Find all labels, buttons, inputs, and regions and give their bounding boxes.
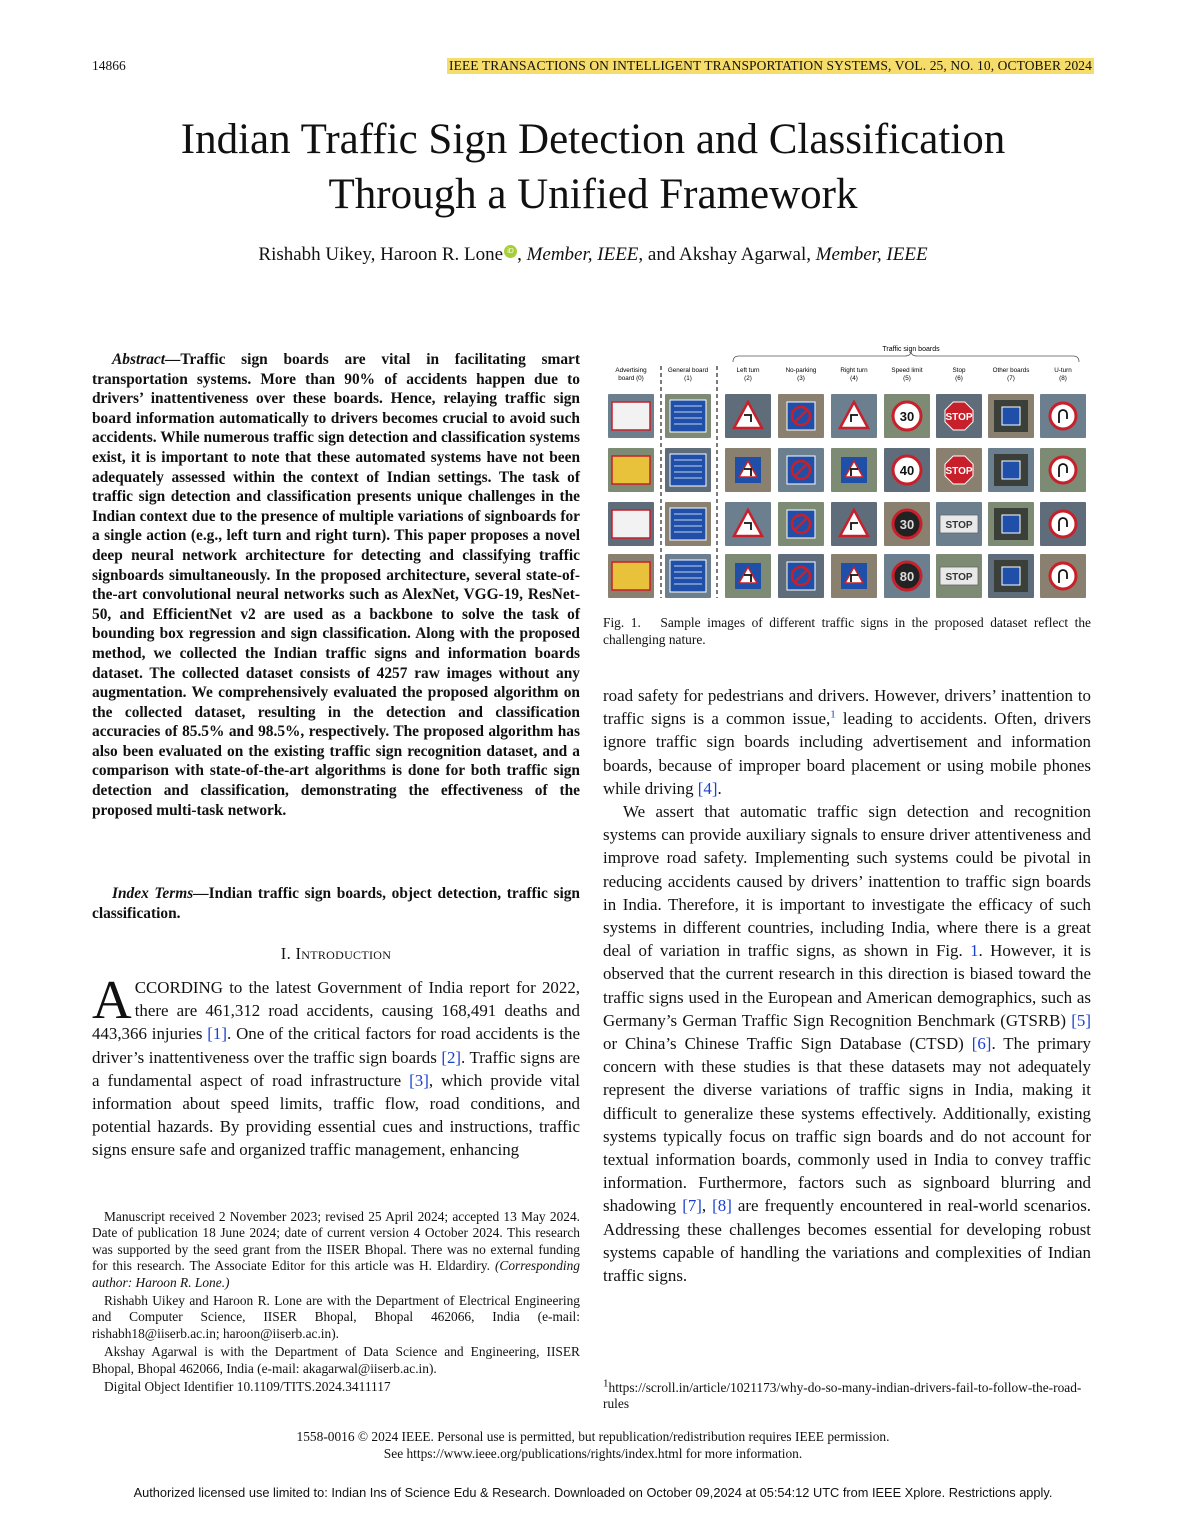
index-terms-label: Index Terms— [112,885,209,902]
sample-thumbnail [884,448,930,492]
column-header-index: (7) [1007,375,1015,382]
paragraph-text: leading to accidents. Often, drivers ignore traffic sign boards including advertisement and information boards, because of improper board placement or using mobile phones while driving [603,709,1091,798]
doi-note: Digital Object Identifier 10.1109/TITS.2024.3411117 [104,1379,391,1395]
corresponding-author: (Corresponding author: Haroon R. Lone.) [92,1258,580,1290]
figure-label: Fig. 1. [603,615,641,630]
column-header-name: Left turn [736,367,760,374]
stop-sign-text: STOP [945,412,973,423]
intro-text: . Traffic signs are a fundamental aspect of road infrastructure [92,1047,580,1090]
copyright-line-1: 1558-0016 © 2024 IEEE. Personal use is permitted, but republication/redistribution requires IEEE permission. [296,1429,890,1444]
column-header-index: (1) [684,375,692,382]
column-header-name: Other boards [992,367,1030,374]
authors-part-1: Rishabh Uikey, Haroon R. Lone [258,244,504,265]
drop-cap: A [92,969,132,1030]
sample-thumbnail [988,394,1034,438]
author-list [60,244,1126,266]
authors-part-2: , [517,244,527,265]
copyright-line-2: See https://www.ieee.org/publications/rights/index.html for more information. [383,1445,803,1461]
intro-text: CCORDING to the latest Government of India report for 2022, there are 461,312 road accidents, causing 168,491 deaths and 443,366 injuries [92,978,580,1044]
abstract-text: Traffic sign boards are vital in facilitating smart transportation systems. More than 90% of accidents happen due to drivers’ inattentiveness over these boards. Hence, relaying traffic sign board information automatically to drivers becomes crucial to avoid such accidents. While numerous traffic sign detection and classification systems exist, it is important to note that these automated systems have not been adequately assessed within the context of Indian settings. The task of traffic sign detection and classification presents unique challenges in the Indian context due to the presence of multiple variations of signboards for a single action (e.g., left turn and right turn). This paper proposes a novel deep neural network architecture for detecting and classifying traffic signboards simultaneously. In the proposed architecture, several state-of-the-art convolutional neural networks such as AlexNet, VGG-19, ResNet-50, and EfficientNet v2 are used as a backbone to solve the task of bounding box regression and sign classification. Along with the proposed method, we collected the Indian traffic signs and information boards dataset. The collected dataset consists of 4257 raw images without any augmentation. We comprehensively evaluated the proposed algorithm on the collected dataset, resulting in the detection and classification accuracies of 85.5% and 98.5%, respectively. The proposed algorithm has also been evaluated on the existing traffic sign recognition dataset, and a comparison with state-of-the-art algorithms is done for both traffic sign detection and classification, demonstrating the effectiveness of the proposed multi-task network. [92,351,580,819]
right-column-body [603,684,1091,1287]
footnote-url[interactable]: https://scroll.in/article/1021173/why-do-so-many-indian-drivers-fail-to-follow-the-road-rules [603,1380,1082,1412]
sample-thumbnail [884,554,930,598]
footnote-mark: 1 [603,1377,609,1390]
index-terms-text: Indian traffic sign boards, object detection, traffic sign classification. [92,885,580,922]
affiliation-note: Rishabh Uikey and Haroon R. Lone are with the Department of Electrical Engineering and Computer Science, IISER Bhopal, Bhopal 462066, India (e-mail: rishabh18@iiserb.ac.in; haroon@iiserb.ac.in). [92,1293,580,1341]
paragraph-text: . [717,778,722,798]
column-header-index: (2) [744,375,752,382]
page-number: 14866 [92,58,126,73]
sample-thumbnail [725,554,771,598]
paragraph-text: or China’s Chinese Traffic Sign Database (CTSD) [603,1034,972,1054]
column-header-name: General board [667,367,709,374]
paragraph [603,800,1091,1287]
citation-link[interactable]: [3] [409,1070,429,1090]
paragraph-text: road safety for pedestrians and drivers. However, drivers’ inattention to traffic signs is a common issue, [603,686,1091,729]
sample-thumbnail [665,554,711,598]
sample-thumbnail [936,394,982,438]
sample-thumbnail [831,554,877,598]
paragraph-text: We assert that automatic traffic sign detection and recognition systems can provide auxiliary signals to ensure driver attentiveness and improve road safety. Implementing such systems could be pivotal in reducing accidents caused by drivers’ inattention to traffic sign boards in India. Therefore, it is important to investigate the efficacy of such systems in different countries, including India, where there is a great deal of variation in traffic signs, as shown in Fig. [603,802,1091,961]
sample-thumbnail [665,394,711,438]
column-header-name: No-parking [785,367,817,374]
sample-thumbnail [665,448,711,492]
copyright-notice [60,1429,1126,1462]
abstract-label: Abstract— [112,351,181,368]
column-header-name: Stop [952,367,966,374]
citation-link[interactable]: [5] [1071,1010,1091,1030]
title-line-2: Through a Unified Framework [328,171,858,218]
manuscript-note [92,1209,580,1291]
author-membership-2: Member, IEEE [815,244,928,265]
paper-title [60,112,1126,222]
first-page-footnotes [92,1209,580,1397]
figure-group-label: Traffic sign boards [882,346,940,353]
intro-text: , which provide vital information about speed limits, traffic flow, road conditions, and potential hazards. By providing essential cues and instructions, traffic signs ensure safe and organized traffic management, enhancing [92,1070,580,1160]
sample-thumbnail [778,502,824,546]
sample-thumbnail [936,448,982,492]
sample-thumbnail [778,394,824,438]
section-number: I. [280,944,296,963]
paragraph-text: . However, it is observed that the current research in this direction is biased toward the traffic signs used in the European and American demographics, such as Germany’s German Traffic Sign Recognition Benchmark (GTSRB) [603,941,1091,1030]
sample-thumbnail [665,502,711,546]
sample-thumbnail [988,448,1034,492]
column-header-index: (3) [797,375,805,382]
sample-thumbnail [778,554,824,598]
paragraph [603,684,1091,800]
sample-thumbnail [831,448,877,492]
paragraph-text: , [701,1196,713,1216]
sample-thumbnail [1040,554,1086,598]
sample-thumbnail [936,502,982,546]
citation-link[interactable]: [2] [441,1047,462,1067]
figure-1-grid [603,342,1091,600]
sample-thumbnail [988,502,1034,546]
sample-thumbnail [988,554,1034,598]
citation-link[interactable]: [4] [697,778,718,798]
affiliation-note: Akshay Agarwal is with the Department of Data Science and Engineering, IISER Bhopal, Bhopal 462066, India (e-mail: akagarwal@iiserb.ac.in). [92,1344,580,1376]
sample-thumbnail [608,502,654,546]
column-header-index: (5) [903,375,911,382]
footnote-link[interactable]: 1 [830,708,836,721]
column-header-name: U-turn [1054,367,1072,374]
citation-link[interactable]: [7] [682,1196,702,1216]
citation-link[interactable]: [8] [712,1196,732,1216]
right-footnote [603,1377,1091,1413]
figure-1 [603,342,1091,600]
sample-thumbnail [778,448,824,492]
title-line-1: Indian Traffic Sign Detection and Classification [180,116,1006,163]
column-header-index: (4) [850,375,858,382]
section-title: Introduction [295,944,392,963]
authors-part-3: , and Akshay Agarwal, [638,244,816,265]
paragraph-text: . The primary concern with these studies is that these datasets may not adequately represent the diverse variations of traffic signs in India, making it difficult to generalize these systems effectively. Additionally, existing systems typically focus on traffic sign boards and do not account for textual information boards, commonly used in India to convey traffic information. Furthermore, factors such as signboard blurring and shadowing [603,1034,1091,1216]
intro-text: . One of the critical factors for road accidents is the driver’s inattentiveness over the traffic sign boards [92,1024,580,1067]
sample-thumbnail [725,394,771,438]
author-membership-1: Member, IEEE [526,244,639,265]
sample-thumbnail [725,502,771,546]
paragraph-text: are frequently encountered in real-world scenarios. Addressing these challenges becomes essential for developing robust systems capable of handling the variations and complexities of Indian traffic signs. [603,1196,1091,1286]
column-header-index: (6) [955,375,963,382]
figure-caption [603,615,1091,648]
stop-sign-text: STOP [945,572,973,583]
column-header-name: Advertising [615,367,647,374]
sample-thumbnail [831,502,877,546]
stop-sign-text: STOP [945,466,973,477]
stop-sign-text: STOP [945,520,973,531]
citation-link[interactable]: [6] [971,1034,992,1054]
sample-thumbnail [1040,502,1086,546]
speed-limit-value: 30 [899,517,915,532]
speed-limit-value: 80 [899,569,915,584]
sample-thumbnail [936,554,982,598]
sample-thumbnail [884,394,930,438]
figure-caption-text: Sample images of different traffic signs in the proposed dataset reflect the challenging nature. [603,615,1091,647]
orcid-icon[interactable]: iD [504,245,517,258]
intro-paragraph [92,969,580,1162]
column-header-name: Right turn [840,367,868,374]
sample-thumbnail [608,394,654,438]
sample-thumbnail [1040,394,1086,438]
license-footer: Authorized licensed use limited to: Indian Ins of Science Edu & Research. Downloaded on October 09,2024 at 05:54:12 UTC from IEEE Xplore. Restrictions apply. [133,1485,1053,1500]
sample-thumbnail [608,554,654,598]
sample-thumbnail [1040,448,1086,492]
sample-thumbnail [884,502,930,546]
sample-thumbnail [725,448,771,492]
abstract [92,350,580,820]
index-terms [92,884,580,923]
journal-header: IEEE TRANSACTIONS ON INTELLIGENT TRANSPORTATION SYSTEMS, VOL. 25, NO. 10, OCTOBER 2024 [449,58,1092,73]
sample-thumbnail [608,448,654,492]
manuscript-note-text: Manuscript received 2 November 2023; revised 25 April 2024; accepted 13 May 2024. Date of publication 18 June 2024; date of current version 4 October 2024. This research was supported by the seed grant from the IISER Bhopal. There was no external funding for this research. The Associate Editor for this article was H. Eldardiry. [92,1209,580,1274]
sample-thumbnail [831,394,877,438]
column-header-index: board (0) [618,375,644,382]
speed-limit-value: 30 [899,409,915,424]
column-header-index: (8) [1059,375,1067,382]
figure-link[interactable]: 1 [970,941,979,961]
speed-limit-value: 40 [899,463,915,478]
citation-link[interactable]: [1] [207,1024,227,1044]
column-header-name: Speed limit [891,367,923,374]
section-heading [92,944,580,964]
